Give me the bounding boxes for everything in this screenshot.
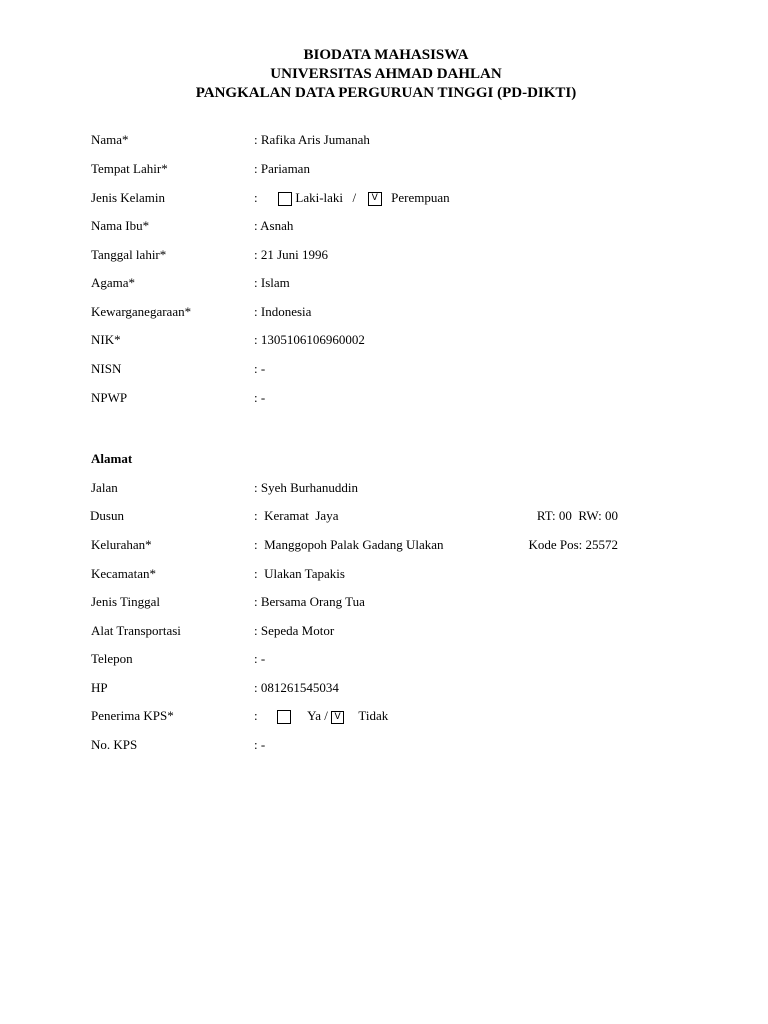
- nik-label: NIK*: [91, 332, 121, 347]
- dusun-value: : Keramat Jaya: [254, 508, 339, 523]
- row-kewarganegaraan: [91, 303, 651, 321]
- document-title: [0, 46, 768, 103]
- row-tanggal-lahir: [91, 246, 651, 264]
- title-line-2: UNIVERSITAS AHMAD DAHLAN: [270, 66, 502, 82]
- ya-label: Ya: [307, 708, 322, 723]
- row-jalan: [91, 479, 651, 497]
- perempuan-checkbox[interactable]: [368, 192, 382, 206]
- alamat-heading: Alamat: [91, 451, 133, 466]
- row-no-kps: [91, 736, 651, 754]
- title-line-3: PANGKALAN DATA PERGURUAN TINGGI (PD-DIKTI): [195, 85, 577, 101]
- row-jenis-kelamin: [91, 189, 651, 207]
- kecamatan-value: : Ulakan Tapakis: [254, 566, 345, 581]
- kewarganegaraan-label: Kewarganegaraan*: [91, 304, 192, 319]
- row-dusun: [91, 507, 651, 525]
- npwp-label: NPWP: [91, 390, 128, 405]
- row-alat-transportasi: [91, 622, 651, 640]
- tanggal-lahir-value: : 21 Juni 1996: [254, 247, 329, 262]
- agama-value: : Islam: [254, 275, 290, 290]
- nik-value: : 1305106106960002: [254, 332, 365, 347]
- nama-label: Nama*: [91, 132, 129, 147]
- jenis-kelamin-separator: /: [352, 190, 357, 205]
- jenis-kelamin-colon: :: [254, 190, 258, 205]
- rt-rw-value: RT: 00 RW: 00: [536, 508, 618, 523]
- row-nisn: [91, 360, 651, 378]
- no-kps-value: : -: [254, 737, 266, 752]
- telepon-value: : -: [254, 651, 266, 666]
- row-penerima-kps: [91, 707, 651, 725]
- check-mark-icon: V: [334, 711, 341, 722]
- nisn-label: NISN: [91, 361, 122, 376]
- row-nik: [91, 331, 651, 349]
- row-kelurahan: [91, 536, 651, 554]
- row-nama-ibu: [91, 217, 651, 235]
- dusun-label: Dusun: [90, 508, 124, 523]
- telepon-label: Telepon: [91, 651, 133, 666]
- jenis-tinggal-value: : Bersama Orang Tua: [254, 594, 365, 609]
- jalan-label: Jalan: [91, 480, 118, 495]
- agama-label: Agama*: [91, 275, 136, 290]
- nama-ibu-value: : Asnah: [254, 218, 294, 233]
- row-hp: [91, 679, 651, 697]
- tidak-label: Tidak: [358, 708, 389, 723]
- penerima-kps-label: Penerima KPS*: [91, 708, 174, 723]
- kode-pos-value: Kode Pos: 25572: [528, 537, 618, 552]
- tanggal-lahir-label: Tanggal lahir*: [91, 247, 167, 262]
- kelurahan-value: : Manggopoh Palak Gadang Ulakan: [254, 537, 444, 552]
- tempat-lahir-value: : Pariaman: [254, 161, 310, 176]
- jenis-kelamin-options: [254, 189, 450, 207]
- kelurahan-label: Kelurahan*: [91, 537, 152, 552]
- row-agama: [91, 274, 651, 292]
- jenis-kelamin-label: Jenis Kelamin: [91, 190, 166, 205]
- hp-label: HP: [91, 680, 108, 695]
- alat-transportasi-value: : Sepeda Motor: [254, 623, 335, 638]
- penerima-kps-colon: :: [254, 708, 258, 723]
- row-jenis-tinggal: [91, 593, 651, 611]
- tidak-checkbox[interactable]: [331, 711, 344, 724]
- no-kps-label: No. KPS: [91, 737, 138, 752]
- check-mark-icon: V: [371, 193, 378, 204]
- row-nama: [91, 131, 651, 149]
- ya-checkbox[interactable]: [277, 710, 291, 724]
- perempuan-label: Perempuan: [391, 190, 450, 205]
- row-tempat-lahir: [91, 160, 651, 178]
- penerima-kps-separator: /: [324, 708, 328, 723]
- title-line-1: BIODATA MAHASISWA: [303, 47, 469, 63]
- penerima-kps-options: [254, 707, 388, 725]
- row-npwp: [91, 389, 651, 407]
- npwp-value: : -: [254, 390, 266, 405]
- row-telepon: [91, 650, 651, 668]
- jenis-tinggal-label: Jenis Tinggal: [91, 594, 160, 609]
- jalan-value: : Syeh Burhanuddin: [254, 480, 358, 495]
- nama-value: : Rafika Aris Jumanah: [254, 132, 370, 147]
- nama-ibu-label: Nama Ibu*: [91, 218, 150, 233]
- nisn-value: : -: [254, 361, 266, 376]
- kecamatan-label: Kecamatan*: [91, 566, 156, 581]
- laki-laki-checkbox[interactable]: [278, 192, 292, 206]
- row-kecamatan: [91, 565, 651, 583]
- alat-transportasi-label: Alat Transportasi: [91, 623, 181, 638]
- tempat-lahir-label: Tempat Lahir*: [91, 161, 168, 176]
- hp-value: : 081261545034: [254, 680, 339, 695]
- laki-laki-label: Laki-laki: [295, 190, 344, 205]
- kewarganegaraan-value: : Indonesia: [254, 304, 312, 319]
